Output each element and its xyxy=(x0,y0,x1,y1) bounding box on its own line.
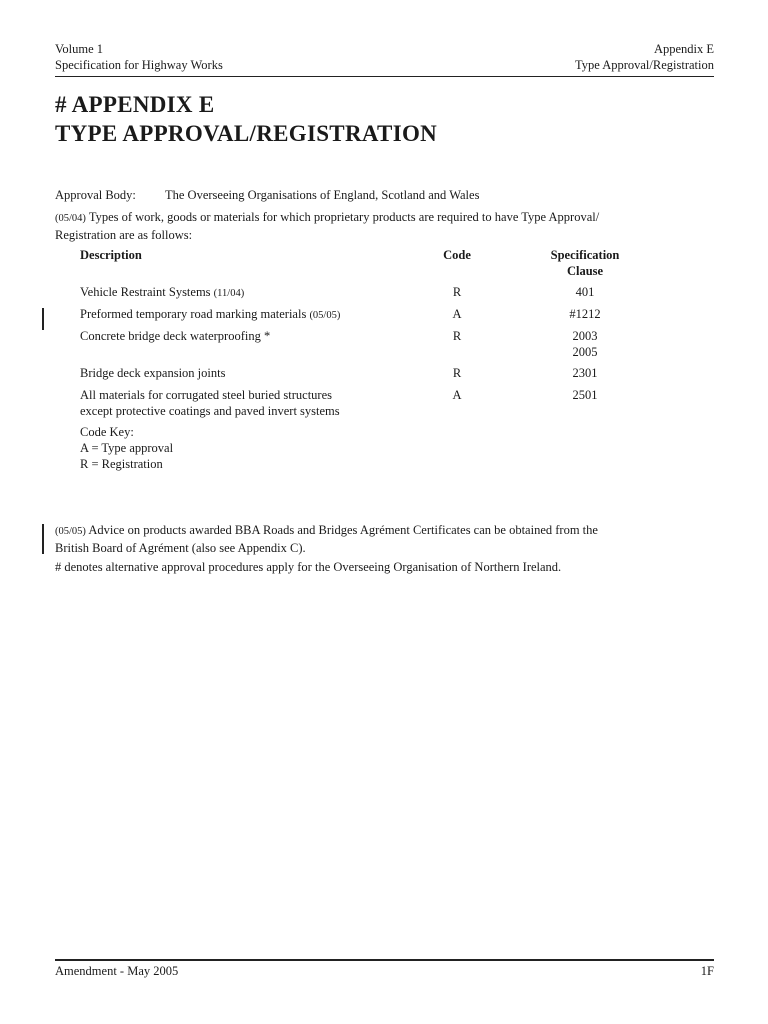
document-series-label: Specification for Highway Works xyxy=(55,58,223,72)
clause-value: 2003 xyxy=(572,329,598,343)
column-header-description: Description xyxy=(80,248,142,262)
table-row-code: R xyxy=(452,329,462,343)
table-row-clause: 401 xyxy=(575,285,595,299)
table-row-clause: #1212 xyxy=(569,307,601,321)
table-row-code: R xyxy=(452,285,462,299)
change-bar xyxy=(42,308,44,330)
advice-text: Advice on products awarded BBA Roads and Bridges Agrément Certificates can be obtained from the xyxy=(85,523,598,537)
intro-paragraph xyxy=(55,209,695,243)
code-key-r: R = Registration xyxy=(80,457,163,471)
intro-line-2: Registration are as follows: xyxy=(55,228,193,242)
code-key-a: A = Type approval xyxy=(80,441,174,455)
row-description: Vehicle Restraint Systems xyxy=(80,285,214,299)
amendment-tag: (05/04) xyxy=(55,213,86,224)
header-rule xyxy=(55,76,714,77)
volume-label: Volume 1 xyxy=(55,42,104,56)
intro-text: Types of work, goods or materials for which proprietary products are required to have Type Approval/ xyxy=(85,210,600,224)
title-line-1: # APPENDIX E xyxy=(55,92,215,117)
row-description: except protective coatings and paved invert systems xyxy=(80,404,340,418)
advice-line-1 xyxy=(55,522,715,540)
table-row-desc: Concrete bridge deck waterproofing * xyxy=(80,329,271,343)
amendment-tag: (11/04) xyxy=(213,288,245,299)
change-bar xyxy=(42,524,44,554)
page-number: 1F xyxy=(700,964,714,978)
table-row-desc xyxy=(80,284,420,302)
code-key xyxy=(80,424,173,472)
page-title xyxy=(55,90,437,148)
advice-paragraph xyxy=(55,522,715,556)
column-header-clause xyxy=(535,247,635,279)
amendment-tag: (05/05) xyxy=(309,310,341,321)
table-row-desc xyxy=(80,306,420,324)
table-row-code: A xyxy=(452,307,462,321)
table-row-desc xyxy=(80,387,420,419)
clause-header-line-2: Clause xyxy=(566,264,604,278)
footer-amendment: Amendment - May 2005 xyxy=(55,964,179,978)
footnote-denotes: # denotes alternative approval procedures apply for the Overseeing Organisation of Northern Ireland. xyxy=(55,560,562,574)
table-row-code: R xyxy=(452,366,462,380)
appendix-label: Appendix E xyxy=(653,42,714,56)
table-row-clause: 2501 xyxy=(572,388,598,402)
table-row-desc: Bridge deck expansion joints xyxy=(80,366,226,380)
approval-body-label: Approval Body: xyxy=(55,188,136,202)
table-row-code: A xyxy=(452,388,462,402)
advice-line-2: British Board of Agrément (also see Appendix C). xyxy=(55,541,306,555)
amendment-tag: (05/05) xyxy=(55,526,86,537)
table-row-clause: 2301 xyxy=(572,366,598,380)
intro-line-1 xyxy=(55,209,695,227)
approval-body-value: The Overseeing Organisations of England, Scotland and Wales xyxy=(165,188,480,202)
table-row-clause xyxy=(535,328,635,360)
running-header-right xyxy=(575,41,714,73)
footer-rule xyxy=(55,959,714,961)
column-header-code: Code xyxy=(443,248,471,262)
appendix-subject-label: Type Approval/Registration xyxy=(574,58,714,72)
row-description: Preformed temporary road marking materials xyxy=(80,307,310,321)
title-line-2: TYPE APPROVAL/REGISTRATION xyxy=(55,121,438,146)
clause-header-line-1: Specification xyxy=(550,248,620,262)
row-description: All materials for corrugated steel buried structures xyxy=(80,388,332,402)
clause-value: 2005 xyxy=(572,345,598,359)
code-key-title: Code Key: xyxy=(80,425,134,439)
running-header-left xyxy=(55,41,223,73)
